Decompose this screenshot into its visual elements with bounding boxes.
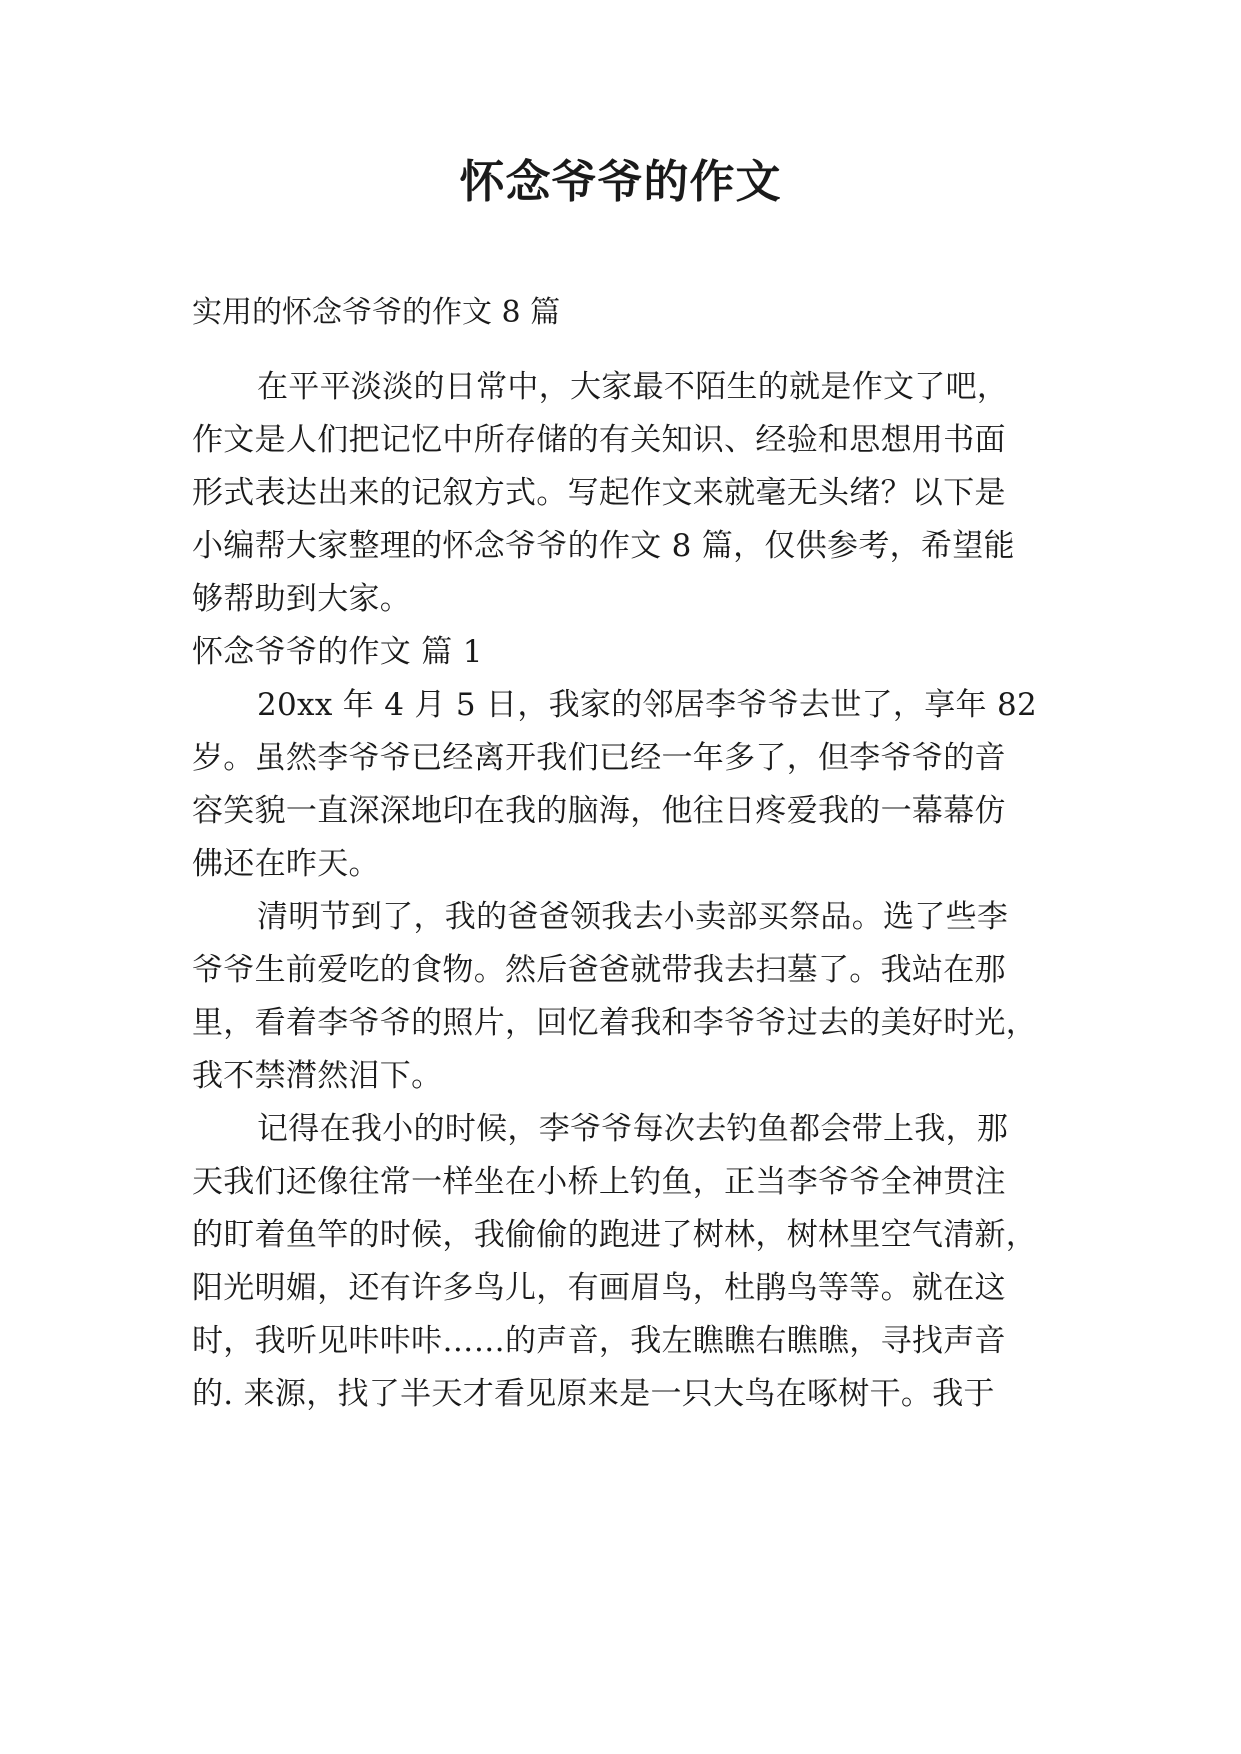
paragraph2-line-4: 我不禁潸然泪下。	[192, 1058, 443, 1094]
paragraph3-line-2: 天我们还像往常一样坐在小桥上钓鱼，正当李爷爷全神贯注	[192, 1164, 1006, 1200]
paragraph2-line-1: 清明节到了，我的爸爸领我去小卖部买祭品。选了些李	[257, 899, 1009, 935]
paragraph3-line-3: 的盯着鱼竿的时候，我偷偷的跑进了树林，树林里空气清新，	[192, 1217, 1038, 1253]
intro-line-1: 在平平淡淡的日常中，大家最不陌生的就是作文了吧，	[257, 369, 1009, 405]
paragraph2-line-3: 里，看着李爷爷的照片，回忆着我和李爷爷过去的美好时光，	[192, 1005, 1038, 1041]
paragraph3-line-5: 时，我听见咔咔咔……的声音，我左瞧瞧右瞧瞧，寻找声音	[192, 1323, 1006, 1359]
paragraph1-line-1: 20xx 年 4 月 5 日，我家的邻居李爷爷去世了，享年 82	[257, 687, 1038, 723]
document-subtitle: 实用的怀念爷爷的作文 8 篇	[192, 295, 561, 330]
intro-line-5: 够帮助到大家。	[192, 581, 412, 617]
paragraph3-line-4: 阳光明媚，还有许多鸟儿，有画眉鸟，杜鹃鸟等等。就在这	[192, 1270, 1006, 1306]
paragraph3-line-1: 记得在我小的时候，李爷爷每次去钓鱼都会带上我，那	[257, 1111, 1009, 1147]
paragraph1-line-4: 佛还在昨天。	[192, 846, 380, 882]
intro-line-2: 作文是人们把记忆中所存储的有关知识、经验和思想用书面	[192, 422, 1006, 458]
paragraph1-line-3: 容笑貌一直深深地印在我的脑海，他往日疼爱我的一幕幕仿	[192, 793, 1006, 829]
document-title: 怀念爷爷的作文	[459, 155, 782, 208]
intro-line-4: 小编帮大家整理的怀念爷爷的作文 8 篇，仅供参考，希望能	[192, 528, 1015, 564]
section-heading: 怀念爷爷的作文 篇 1	[192, 634, 483, 670]
paragraph2-line-2: 爷爷生前爱吃的食物。然后爸爸就带我去扫墓了。我站在那	[192, 952, 1006, 988]
paragraph3-line-6: 的. 来源，找了半天才看见原来是一只大鸟在啄树干。我于	[192, 1376, 995, 1412]
intro-line-3: 形式表达出来的记叙方式。写起作文来就毫无头绪？以下是	[192, 475, 1006, 511]
paragraph1-line-2: 岁。虽然李爷爷已经离开我们已经一年多了，但李爷爷的音	[192, 740, 1006, 776]
